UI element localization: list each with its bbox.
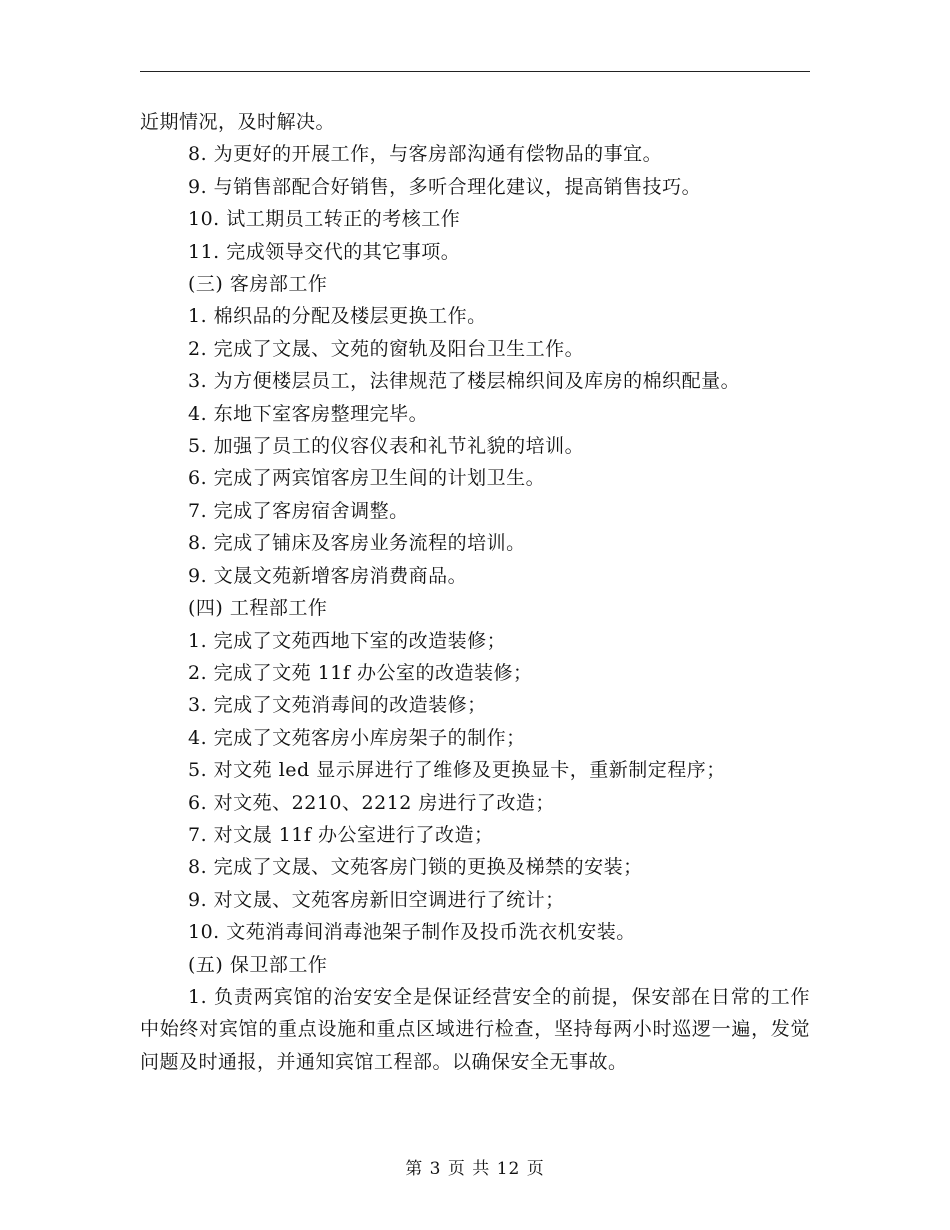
list-item: 7. 对文晟 11f 办公室进行了改造；	[188, 823, 494, 846]
list-item: 8. 为更好的开展工作，与客房部沟通有偿物品的事宜。	[188, 143, 663, 166]
list-item: 6. 对文苑、2210、2212 房进行了改造；	[188, 791, 555, 814]
list-item: 9. 对文晟、文苑客房新旧空调进行了统计；	[188, 888, 565, 911]
list-item: 4. 完成了文苑客房小库房架子的制作；	[188, 726, 526, 749]
list-item: 11. 完成领导交代的其它事项。	[188, 240, 461, 263]
list-item: 1. 棉织品的分配及楼层更换工作。	[188, 305, 487, 328]
header-rule	[140, 71, 810, 72]
body-paragraph: 1. 负责两宾馆的治安安全是保证经营安全的前提，保安部在日常的工作中始终对宾馆的重点设施和重点区域进行检查，坚持每两小时巡逻一遍，发觉问题及时通报，并通知宾馆工程部。以确保安全无事故。	[140, 985, 810, 1073]
list-item: 9. 与销售部配合好销售，多听合理化建议，提高销售技巧。	[188, 175, 702, 198]
list-item: 8. 完成了文晟、文苑客房门锁的更换及梯禁的安装；	[188, 856, 643, 879]
list-item: 10. 试工期员工转正的考核工作	[188, 208, 461, 231]
section-heading: (四) 工程部工作	[188, 597, 328, 620]
section-heading: (五) 保卫部工作	[188, 953, 328, 976]
continuation-line: 近期情况，及时解决。	[140, 111, 336, 133]
section-heading: (三) 客房部工作	[188, 273, 328, 296]
list-item: 9. 文晟文苑新增客房消费商品。	[188, 564, 468, 587]
list-item: 8. 完成了铺床及客房业务流程的培训。	[188, 532, 526, 555]
list-item: 6. 完成了两宾馆客房卫生间的计划卫生。	[188, 467, 546, 490]
list-item: 7. 完成了客房宿舍调整。	[188, 499, 409, 522]
list-item: 5. 对文苑 led 显示屏进行了维修及更换显卡，重新制定程序；	[188, 759, 726, 782]
page-body	[140, 106, 810, 1078]
list-item: 5. 加强了员工的仪容仪表和礼节礼貌的培训。	[188, 435, 585, 458]
list-item: 10. 文苑消毒间消毒池架子制作及投币洗衣机安装。	[188, 921, 636, 944]
list-item: 4. 东地下室客房整理完毕。	[188, 402, 429, 425]
list-item: 2. 完成了文苑 11f 办公室的改造装修；	[188, 661, 533, 684]
list-item: 3. 为方便楼层员工，法律规范了楼层棉织间及库房的棉织配量。	[188, 370, 741, 393]
list-item: 3. 完成了文苑消毒间的改造装修；	[188, 694, 487, 717]
list-item: 2. 完成了文晟、文苑的窗轨及阳台卫生工作。	[188, 337, 585, 360]
list-item: 1. 完成了文苑西地下室的改造装修；	[188, 629, 507, 652]
page-number-footer: 第 3 页 共 12 页	[405, 1159, 545, 1179]
